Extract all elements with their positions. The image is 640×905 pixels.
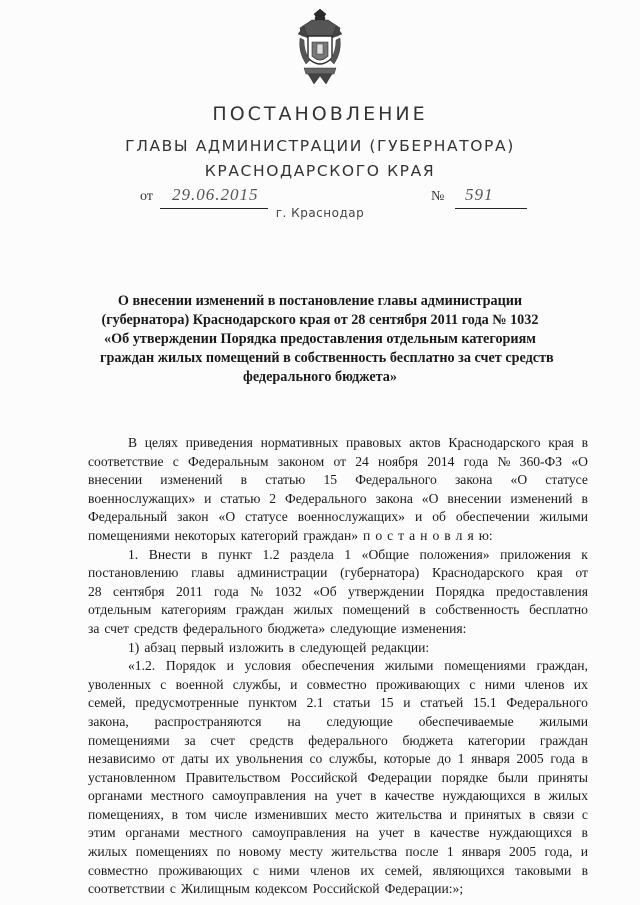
region-heading: КРАСНОДАРСКОГО КРАЯ <box>204 162 436 180</box>
body-line: военнослужащих» и статью 2 Федерального закона «О внесении изменений в <box>88 490 588 506</box>
body-line: помещениях, в том числе изменивших место жительства и принятых в связи с <box>88 806 588 822</box>
resolution-body <box>88 434 588 899</box>
issuer-heading: ГЛАВЫ АДМИНИСТРАЦИИ (ГУБЕРНАТОРА) <box>125 137 515 155</box>
body-line: совместно проживающих с ними членов их семей, являющихся таковыми в <box>88 862 588 878</box>
body-line: уволенных с военной службы, и совместно проживающих с ними членов их <box>88 676 588 692</box>
body-line: установленном Правительством Российской Федерации порядке были приняты <box>88 769 588 785</box>
city-label: г. Краснодар <box>275 206 365 220</box>
body-line: 1) абзац первый изложить в следующей редакции: <box>128 639 430 655</box>
body-line: органами местного самоуправления на учет в качестве нуждающихся в жилых <box>88 788 588 804</box>
body-line: Федеральный закон «О статусе военнослужащих» и об обеспечении жилыми <box>88 509 588 525</box>
body-line: соответствии с Жилищным кодексом Российской Федерации:»; <box>88 881 464 897</box>
body-line: помещениями за счет средств федерального бюджета категории граждан <box>88 732 588 748</box>
body-line: семей, предусмотренные пунктом 2.1 статьи 15 и статьей 15.1 Федерального <box>88 695 588 711</box>
body-line: 1. Внести в пункт 1.2 раздела 1 «Общие положения» приложения к <box>128 546 588 562</box>
body-line: закона, распространяются на следующие обеспечиваемые жилыми <box>88 713 588 729</box>
document-type-heading: ПОСТАНОВЛЕНИЕ <box>212 103 428 125</box>
body-line: этим органами местного самоуправления на учет в качестве нуждающихся в <box>88 825 588 841</box>
title-line: федерального бюджета» <box>243 369 397 385</box>
body-line: за счет средств федерального бюджета» следующие изменения: <box>88 620 467 636</box>
krasnodar-coat-of-arms-emblem <box>294 8 346 86</box>
body-line: «1.2. Порядок и условия обеспечения жилыми помещениями граждан, <box>128 658 588 674</box>
body-line: независимо от даты их увольнения со службы, которые до 1 января 2005 года в <box>88 751 588 767</box>
date-prefix: от <box>140 189 153 204</box>
resolution-title <box>100 292 554 387</box>
body-line: В целях приведения нормативных правовых актов Краснодарского края в <box>128 435 588 450</box>
title-line: граждан жилых помещений в собственность бесплатно за счет средств <box>100 350 554 366</box>
body-line: внесении изменений в статью 15 Федерального закона «О статусе <box>88 472 588 488</box>
title-line: (губернатора) Краснодарского края от 28 сентября 2011 года № 1032 <box>101 312 539 328</box>
body-line: соответствие с Федеральным законом от 24 ноября 2014 года № 360-ФЗ «О <box>88 453 588 469</box>
body-line: помещениями некоторых категорий граждан» п о с т а н о в л я ю: <box>88 527 493 543</box>
number-prefix: № <box>431 189 445 204</box>
body-line: постановлению главы администрации (губернатора) Краснодарского края от <box>88 565 588 581</box>
title-line: О внесении изменений в постановление главы администрации <box>117 293 523 309</box>
title-line: «Об утверждении Порядка предоставления отдельным категориям <box>104 331 536 347</box>
body-line: жилых помещениях по новому месту жительства после 1 января 2005 года, и <box>88 844 588 860</box>
body-line: 28 сентября 2011 года № 1032 «Об утверждении Порядка предоставления <box>88 583 588 599</box>
body-line: отдельным категориям граждан жилых помещений в собственность бесплатно <box>88 602 588 618</box>
number-value: 591 <box>465 185 494 204</box>
date-value: 29.06.2015 <box>172 185 259 204</box>
